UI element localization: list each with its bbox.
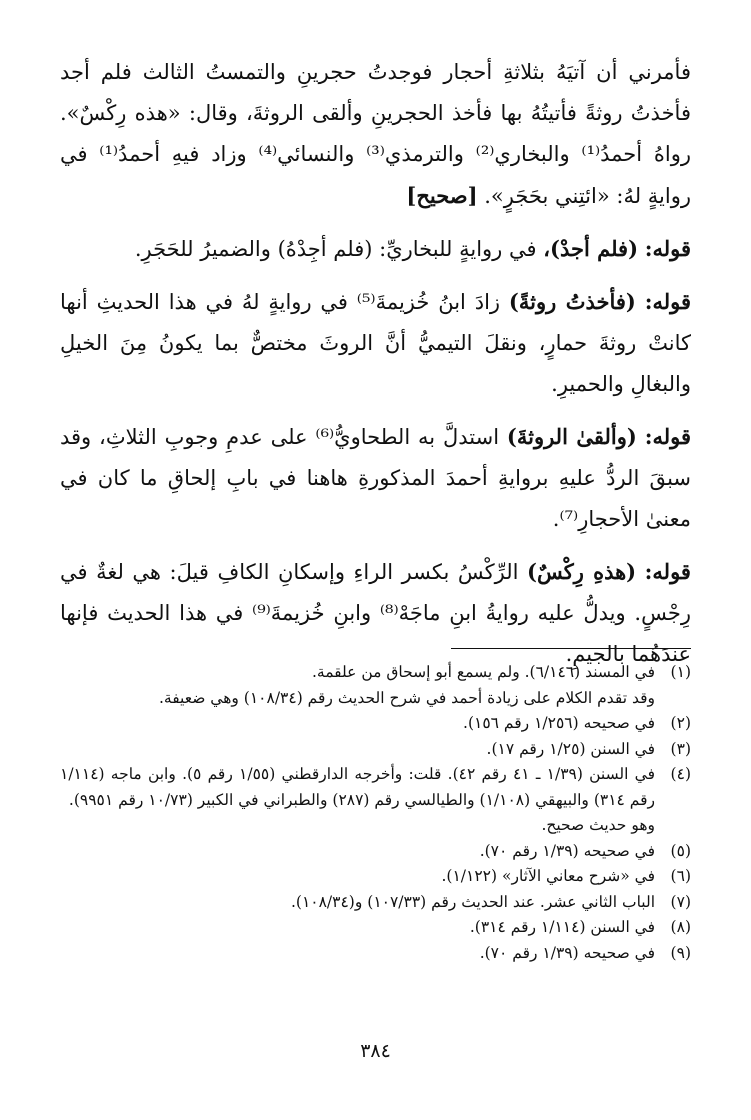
footnote (60, 915, 691, 941)
footnote-number: (٧) (670, 892, 691, 911)
footnote-text: في السنن (١/٣٩ ـ ٤١ رقم ٤٢). قلت: وأخرجه الدارقطني (١/٥٥ رقم ٥). وابن ماجه (١/١١٤ رقم ٣١٤) والبيهقي (١/١٠٨) والطيالسي رقم (٢٨٧) والطبراني في الكبير (١٠/٧٣ رقم ٩٩٥١). (60, 765, 655, 809)
commentary-paragraph-2 (60, 281, 691, 405)
qawluhu-label: قوله: (644, 424, 691, 449)
footnote-number: (٨) (670, 918, 691, 936)
commentary-paragraph-3 (60, 416, 691, 540)
footnote-text: الباب الثاني عشر. عند الحديث رقم (١٠٧/٣٣) و(١٠٨/٣٤). (290, 892, 655, 911)
footnote-number: (٩) (670, 943, 691, 962)
hadith-text: فأمرني أن آتيَهُ بثلاثةِ أحجار فوجدتُ حجرينِ والتمستُ الثالث فلم أجد فأخذتُ روثةً فأتيتُهُ بها فأخذ الحجرينِ وألقى الروثةَ، وقال: «هذه رِكْسٌ». رواهُ أحمدُ⁽¹⁾ والبخاري⁽²⁾ والترمذي⁽³⁾ والنسائي⁽⁴⁾ وزاد فيهِ أحمدُ⁽¹⁾ في روايةٍ لهُ: «ائتِني بحَجَرٍ». (60, 60, 692, 208)
qawluhu-label: قوله: (644, 289, 691, 314)
quoted-phrase: (هذهِ رِكْسٌ) (527, 559, 637, 584)
footnote-number: (٦) (670, 867, 691, 885)
footnote-text: في صحيحه (١/٣٩ رقم ٧٠). (479, 841, 655, 860)
footnote-number: (٤) (670, 765, 691, 783)
qawluhu-label: قوله: (644, 559, 691, 584)
footnote-number: (٥) (670, 841, 691, 860)
quoted-phrase: (فلم أجدْ)، (543, 236, 639, 261)
footnote-number: (٣) (670, 739, 691, 758)
footnote (60, 890, 691, 916)
hadith-paragraph (60, 52, 691, 217)
footnote-number: (٢) (670, 714, 691, 732)
footnote-text: في صحيحه (١/٣٩ رقم ٧٠). (479, 943, 655, 962)
footnote-text: في «شرح معاني الآثار» (١/١٢٢). (441, 867, 655, 885)
footnotes (60, 660, 691, 966)
footnote-text: في صحيحه (١/٢٥٦ رقم ١٥٦). (463, 714, 655, 732)
footnote-text: في السنن (١/١١٤ رقم ٣١٤). (469, 918, 655, 936)
footnote-continuation: وقد تقدم الكلام على زيادة أحمد في شرح الحديث رقم (١٠٨/٣٤) وهي ضعيفة. (158, 688, 655, 707)
commentary-paragraph-1 (60, 228, 691, 270)
footnote (60, 864, 691, 890)
page-number: ٣٨٤ (360, 1040, 391, 1062)
main-text (60, 52, 691, 686)
commentary-text: الرِّكْسُ بكسر الراءِ وإسكانِ الكافِ قيلَ: هي لغةٌ في رِجْسٍ. ويدلُّ عليه روايةُ ابنِ ماجَهْ⁽⁸⁾ وابنِ خُزيمةَ⁽⁹⁾ في هذا الحديث فإنها عندَهُما بالجيمِ. (60, 560, 691, 666)
quoted-phrase: (فأخذتُ روثةً) (508, 289, 636, 314)
grade-label: [صحيح] (406, 183, 478, 208)
footnote-number: (١) (670, 663, 691, 681)
footnote-separator (451, 648, 691, 649)
commentary-text: في روايةٍ للبخاريِّ: (فلم أجِدْهُ) والضميرُ للحَجَرِ. (134, 237, 537, 261)
footnote (60, 839, 691, 865)
footnote (60, 660, 691, 686)
quoted-phrase: (وألقىٰ الروثةَ) (506, 424, 637, 449)
footnote (60, 711, 691, 737)
footnote (60, 737, 691, 763)
footnote (60, 941, 691, 967)
qawluhu-label: قوله: (644, 236, 691, 261)
footnote (60, 762, 691, 813)
footnote-text: في المسند (٦/١٤٦). ولم يسمع أبو إسحاق من علقمة. (311, 663, 655, 681)
commentary-text: استدلَّ به الطحاويُّ⁽⁶⁾ على عدمِ وجوبِ الثلاثِ، وقد سبقَ الردُّ عليهِ بروايةِ أحمدَ المذكورةِ هاهنا في بابِ إلحاقِ ما كان في معنىٰ الأحجارِ⁽⁷⁾. (60, 425, 691, 531)
commentary-paragraph-4 (60, 551, 691, 675)
footnote-continuation: وهو حديث صحيح. (541, 816, 655, 834)
commentary-text: زادَ ابنُ خُزيمةَ⁽⁵⁾ في روايةٍ لهُ في هذا الحديثِ أنها كانتْ روثةَ حمارٍ، ونقلَ التيميُّ أنَّ الروثَ مختصٌّ بما يكونُ مِنَ الخيلِ والبغالِ والحميرِ. (60, 290, 691, 396)
footnote-text: في السنن (١/٢٥ رقم ١٧). (486, 739, 655, 758)
